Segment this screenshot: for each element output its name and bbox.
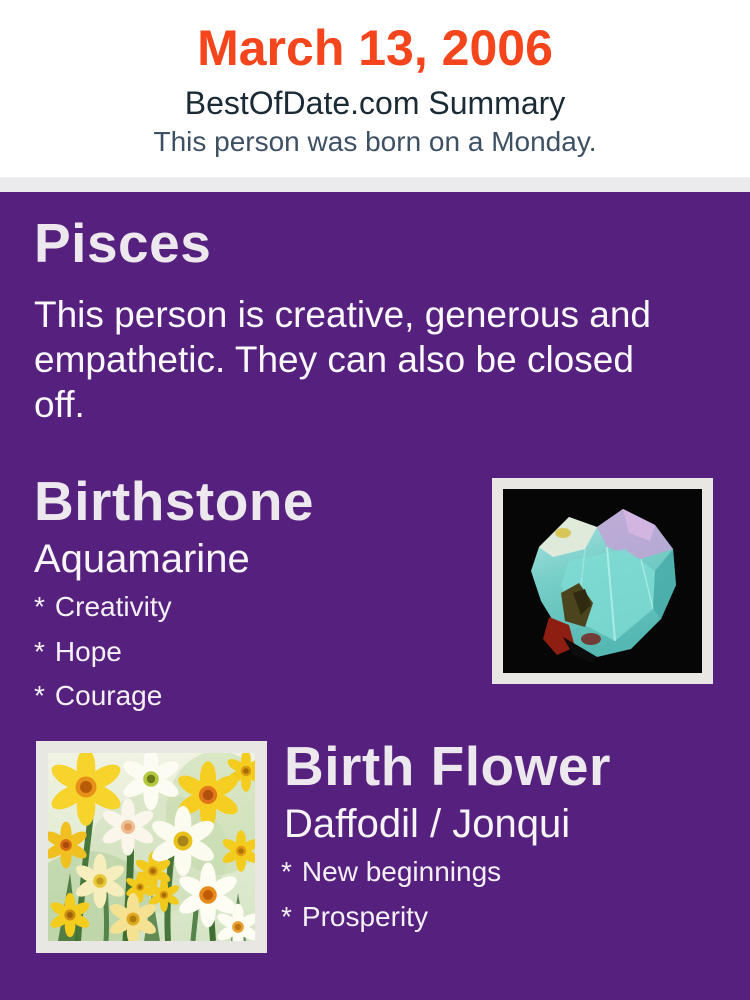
site-summary: BestOfDate.com Summary [184, 85, 566, 121]
zodiac-description: This person is creative, generous and empathetic. They can also be closed off. [34, 294, 652, 426]
bullet-marker: * [34, 635, 45, 667]
header [0, 0, 750, 177]
birthstone-trait-list [34, 590, 172, 724]
birth-flower-name: Daffodil / Jonqui [284, 802, 571, 846]
date-title: March 13, 2006 [197, 20, 553, 76]
bullet-marker: * [34, 680, 45, 712]
details-panel [0, 192, 750, 1000]
trait-label: New beginnings [301, 856, 502, 887]
birthstone-photo [492, 478, 713, 684]
trait-item [281, 900, 501, 934]
birth-flower-photo [36, 741, 267, 953]
zodiac-title: Pisces [34, 212, 212, 274]
trait-label: Courage [54, 680, 163, 712]
trait-label: Prosperity [301, 900, 428, 932]
birthstone-name: Aquamarine [34, 537, 250, 581]
born-day-note: This person was born on a Monday. [153, 126, 597, 158]
daffodil-flowers-image [48, 753, 255, 941]
aquamarine-stone-image [503, 489, 702, 673]
birth-flower-title: Birth Flower [284, 735, 611, 797]
bullet-marker: * [34, 591, 45, 622]
trait-label: Creativity [54, 591, 172, 622]
divider-band [0, 177, 750, 192]
birthstone-title: Birthstone [34, 470, 314, 532]
trait-item [281, 855, 501, 889]
trait-item [34, 590, 172, 624]
bullet-marker: * [281, 900, 292, 932]
trait-item [34, 635, 172, 669]
birth-flower-trait-list [281, 855, 501, 944]
trait-label: Hope [54, 635, 122, 667]
bullet-marker: * [281, 856, 292, 887]
trait-item [34, 679, 172, 713]
